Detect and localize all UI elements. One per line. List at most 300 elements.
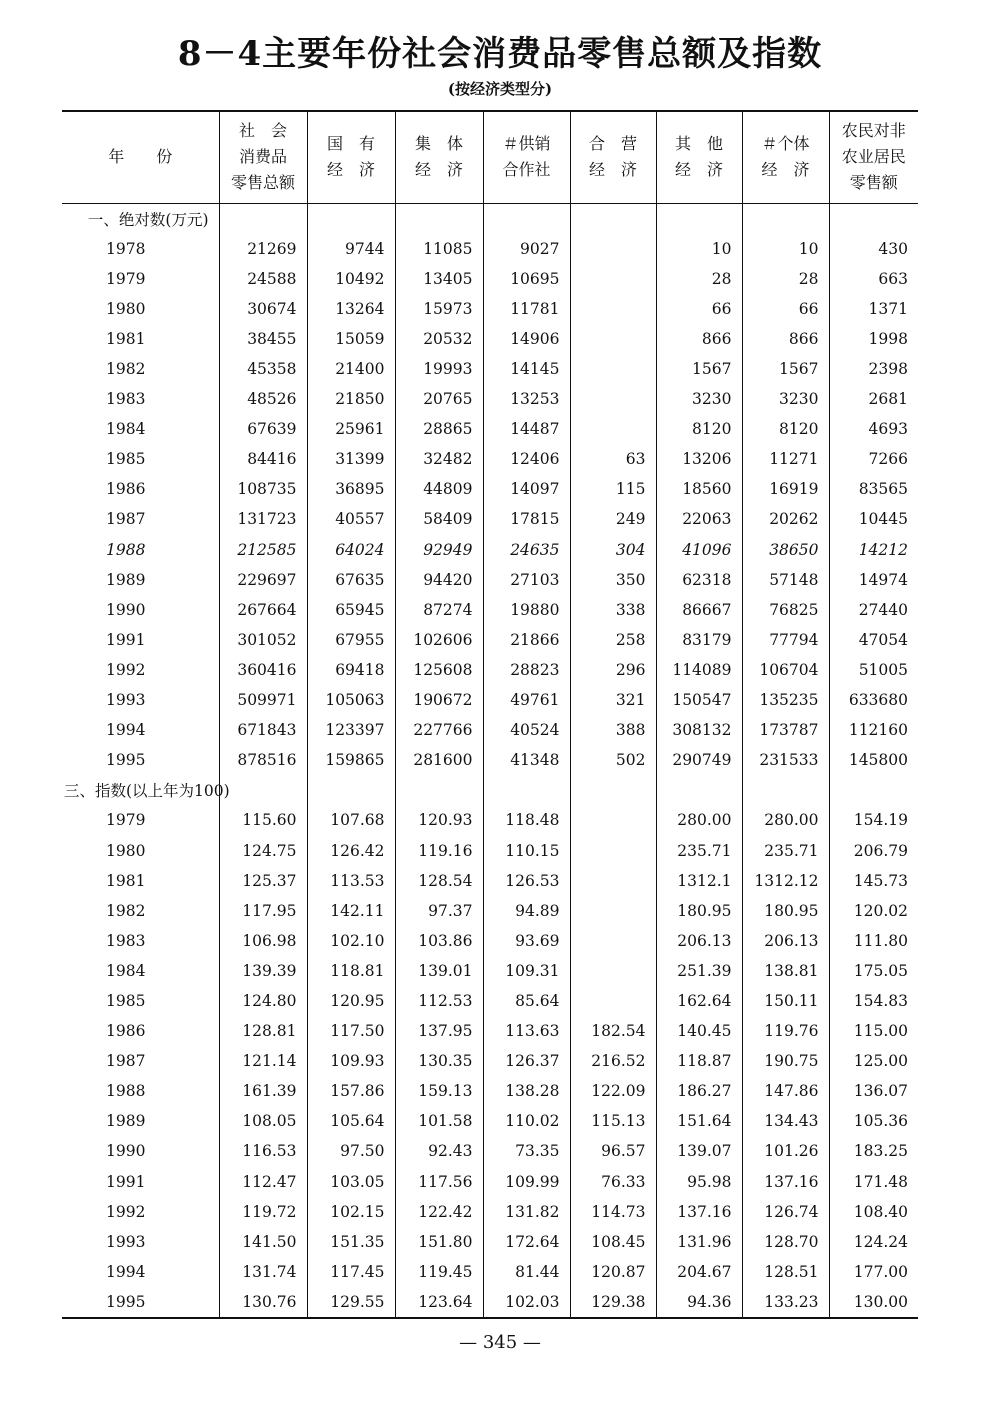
value-cell: 120.93: [395, 805, 483, 835]
year-cell: 1980: [106, 841, 146, 860]
year-cell: 1989: [106, 1112, 146, 1131]
value-cell: 85.64: [483, 986, 570, 1016]
year-cell: 1981: [106, 871, 146, 890]
value-cell: 28865: [395, 414, 483, 444]
header-collective: 集 体 经 济: [395, 111, 483, 203]
year-cell: 1995: [106, 751, 146, 770]
value-cell: 106704: [742, 655, 829, 685]
value-cell: 216.52: [570, 1046, 656, 1076]
page-number: — 345 —: [459, 1332, 541, 1353]
value-cell: 77794: [742, 625, 829, 655]
page-title: 8－4主要年份社会消费品零售总额及指数: [177, 34, 823, 74]
value-cell: 94.36: [656, 1287, 742, 1318]
absolute-section: [62, 203, 918, 775]
retail-sales-table: [62, 110, 918, 1319]
value-cell: 123397: [307, 715, 395, 745]
value-cell: 115.13: [570, 1106, 656, 1136]
value-cell: 40557: [307, 504, 395, 534]
value-cell: 190.75: [742, 1046, 829, 1076]
value-cell: 124.75: [219, 835, 307, 865]
table-row: [62, 384, 918, 414]
year-cell: 1986: [106, 480, 146, 499]
value-cell: [570, 294, 656, 324]
value-cell: 290749: [656, 745, 742, 775]
value-cell: [570, 324, 656, 354]
value-cell: 120.02: [829, 896, 918, 926]
value-cell: 128.51: [742, 1257, 829, 1287]
value-cell: 231533: [742, 745, 829, 775]
value-cell: 350: [570, 565, 656, 595]
value-cell: 175.05: [829, 956, 918, 986]
value-cell: 115.60: [219, 805, 307, 835]
value-cell: 125.37: [219, 866, 307, 896]
value-cell: 13264: [307, 294, 395, 324]
value-cell: 63: [570, 444, 656, 474]
table-header: [62, 111, 918, 203]
value-cell: 28: [656, 264, 742, 294]
value-cell: 38650: [742, 535, 829, 565]
value-cell: 8120: [656, 414, 742, 444]
value-cell: 14487: [483, 414, 570, 444]
value-cell: 137.95: [395, 1016, 483, 1046]
value-cell: 41096: [656, 535, 742, 565]
value-cell: [570, 956, 656, 986]
value-cell: 117.56: [395, 1167, 483, 1197]
value-cell: 249: [570, 504, 656, 534]
value-cell: 10695: [483, 264, 570, 294]
value-cell: [570, 805, 656, 835]
value-cell: 128.54: [395, 866, 483, 896]
value-cell: 112.53: [395, 986, 483, 1016]
value-cell: 108.45: [570, 1227, 656, 1257]
value-cell: 114089: [656, 655, 742, 685]
value-cell: 206.79: [829, 835, 918, 865]
value-cell: 338: [570, 595, 656, 625]
value-cell: 147.86: [742, 1076, 829, 1106]
value-cell: 28823: [483, 655, 570, 685]
value-cell: 102.03: [483, 1287, 570, 1318]
value-cell: 119.76: [742, 1016, 829, 1046]
value-cell: 878516: [219, 745, 307, 775]
value-cell: 114.73: [570, 1197, 656, 1227]
value-cell: 301052: [219, 625, 307, 655]
value-cell: 131.96: [656, 1227, 742, 1257]
value-cell: 21866: [483, 625, 570, 655]
value-cell: 122.42: [395, 1197, 483, 1227]
value-cell: 58409: [395, 504, 483, 534]
value-cell: 866: [742, 324, 829, 354]
value-cell: 280.00: [656, 805, 742, 835]
value-cell: 150.11: [742, 986, 829, 1016]
year-cell: 1986: [106, 1022, 146, 1041]
value-cell: 13405: [395, 264, 483, 294]
value-cell: 30674: [219, 294, 307, 324]
year-cell: 1978: [106, 239, 146, 258]
year-cell: 1989: [106, 570, 146, 589]
value-cell: 304: [570, 535, 656, 565]
value-cell: 14212: [829, 535, 918, 565]
value-cell: 69418: [307, 655, 395, 685]
year-cell: 1993: [106, 691, 146, 710]
value-cell: 36895: [307, 474, 395, 504]
value-cell: 182.54: [570, 1016, 656, 1046]
value-cell: 28: [742, 264, 829, 294]
value-cell: 13206: [656, 444, 742, 474]
year-cell: 1982: [106, 360, 146, 379]
value-cell: 9027: [483, 234, 570, 264]
table-row: [62, 1257, 918, 1287]
value-cell: 86667: [656, 595, 742, 625]
value-cell: 1312.1: [656, 866, 742, 896]
year-cell: 1993: [106, 1232, 146, 1251]
value-cell: 204.67: [656, 1257, 742, 1287]
year-cell: 1992: [106, 1202, 146, 1221]
header-total: 社 会 消费品 零售总额: [219, 111, 307, 203]
table-row: [62, 474, 918, 504]
value-cell: 105063: [307, 685, 395, 715]
table-row: [62, 835, 918, 865]
value-cell: [570, 384, 656, 414]
value-cell: 139.01: [395, 956, 483, 986]
value-cell: 2398: [829, 354, 918, 384]
value-cell: 126.53: [483, 866, 570, 896]
value-cell: 131.74: [219, 1257, 307, 1287]
header-supply-coop: ＃供销 合作社: [483, 111, 570, 203]
header-joint: 合 营 经 济: [570, 111, 656, 203]
table-row: [62, 625, 918, 655]
table-row: [62, 234, 918, 264]
value-cell: 137.16: [742, 1167, 829, 1197]
value-cell: 97.50: [307, 1136, 395, 1166]
value-cell: 62318: [656, 565, 742, 595]
value-cell: 49761: [483, 685, 570, 715]
value-cell: 14145: [483, 354, 570, 384]
section-header-index: [62, 775, 918, 805]
header-individual: ＃个体 经 济: [742, 111, 829, 203]
value-cell: 13253: [483, 384, 570, 414]
value-cell: 227766: [395, 715, 483, 745]
value-cell: 128.70: [742, 1227, 829, 1257]
header-year: 年 份: [108, 147, 173, 167]
value-cell: 126.37: [483, 1046, 570, 1076]
value-cell: 24635: [483, 535, 570, 565]
table-row: [62, 685, 918, 715]
value-cell: 120.87: [570, 1257, 656, 1287]
value-cell: 130.76: [219, 1287, 307, 1318]
table-row: [62, 414, 918, 444]
value-cell: 45358: [219, 354, 307, 384]
value-cell: 206.13: [656, 926, 742, 956]
table-row: [62, 264, 918, 294]
year-cell: 1990: [106, 1142, 146, 1161]
value-cell: 180.95: [742, 896, 829, 926]
value-cell: 64024: [307, 535, 395, 565]
value-cell: 130.00: [829, 1287, 918, 1318]
value-cell: 38455: [219, 324, 307, 354]
value-cell: [570, 354, 656, 384]
table-row: [62, 1167, 918, 1197]
year-cell: 1984: [106, 420, 146, 439]
table-row: [62, 1197, 918, 1227]
value-cell: 48526: [219, 384, 307, 414]
value-cell: 229697: [219, 565, 307, 595]
table-row: [62, 805, 918, 835]
table-row: [62, 926, 918, 956]
value-cell: 84416: [219, 444, 307, 474]
value-cell: 95.98: [656, 1167, 742, 1197]
table-row: [62, 444, 918, 474]
value-cell: 154.83: [829, 986, 918, 1016]
value-cell: 93.69: [483, 926, 570, 956]
value-cell: 135235: [742, 685, 829, 715]
value-cell: 27103: [483, 565, 570, 595]
value-cell: 133.23: [742, 1287, 829, 1318]
header-state: 国 有 经 济: [307, 111, 395, 203]
year-cell: 1991: [106, 630, 146, 649]
value-cell: 388: [570, 715, 656, 745]
value-cell: 117.95: [219, 896, 307, 926]
value-cell: 116.53: [219, 1136, 307, 1166]
value-cell: 41348: [483, 745, 570, 775]
value-cell: 11781: [483, 294, 570, 324]
value-cell: 27440: [829, 595, 918, 625]
value-cell: 183.25: [829, 1136, 918, 1166]
value-cell: 281600: [395, 745, 483, 775]
value-cell: 136.07: [829, 1076, 918, 1106]
table-row: [62, 595, 918, 625]
value-cell: 360416: [219, 655, 307, 685]
value-cell: 115.00: [829, 1016, 918, 1046]
value-cell: 92949: [395, 535, 483, 565]
year-cell: 1979: [106, 811, 146, 830]
value-cell: 1998: [829, 324, 918, 354]
year-cell: 1990: [106, 600, 146, 619]
value-cell: 119.45: [395, 1257, 483, 1287]
value-cell: 1312.12: [742, 866, 829, 896]
value-cell: 212585: [219, 535, 307, 565]
section-label: 一、绝对数(万元): [87, 210, 209, 229]
value-cell: 31399: [307, 444, 395, 474]
value-cell: 20262: [742, 504, 829, 534]
header-other: 其 他 经 济: [656, 111, 742, 203]
year-cell: 1984: [106, 961, 146, 980]
year-cell: 1983: [106, 390, 146, 409]
value-cell: 280.00: [742, 805, 829, 835]
year-cell: 1982: [106, 901, 146, 920]
value-cell: 101.26: [742, 1136, 829, 1166]
value-cell: 67639: [219, 414, 307, 444]
value-cell: 131.82: [483, 1197, 570, 1227]
value-cell: 66: [656, 294, 742, 324]
value-cell: 118.48: [483, 805, 570, 835]
value-cell: 103.05: [307, 1167, 395, 1197]
value-cell: 20532: [395, 324, 483, 354]
value-cell: 258: [570, 625, 656, 655]
value-cell: 180.95: [656, 896, 742, 926]
value-cell: 145800: [829, 745, 918, 775]
value-cell: 129.55: [307, 1287, 395, 1318]
value-cell: 308132: [656, 715, 742, 745]
value-cell: 126.74: [742, 1197, 829, 1227]
value-cell: 172.64: [483, 1227, 570, 1257]
value-cell: 267664: [219, 595, 307, 625]
table-row: [62, 354, 918, 384]
value-cell: 3230: [656, 384, 742, 414]
value-cell: 57148: [742, 565, 829, 595]
value-cell: 66: [742, 294, 829, 324]
value-cell: [570, 234, 656, 264]
value-cell: 10: [656, 234, 742, 264]
value-cell: 117.50: [307, 1016, 395, 1046]
year-cell: 1991: [106, 1172, 146, 1191]
value-cell: 150547: [656, 685, 742, 715]
value-cell: 9744: [307, 234, 395, 264]
year-cell: 1995: [62, 1287, 219, 1318]
value-cell: 21400: [307, 354, 395, 384]
value-cell: 190672: [395, 685, 483, 715]
value-cell: 10: [742, 234, 829, 264]
value-cell: 109.93: [307, 1046, 395, 1076]
value-cell: 110.15: [483, 835, 570, 865]
section-header-absolute: [62, 203, 918, 234]
table-row: [62, 1136, 918, 1166]
value-cell: 206.13: [742, 926, 829, 956]
value-cell: 21269: [219, 234, 307, 264]
table-row: [62, 504, 918, 534]
value-cell: 663: [829, 264, 918, 294]
value-cell: 115: [570, 474, 656, 504]
value-cell: 19993: [395, 354, 483, 384]
value-cell: 118.81: [307, 956, 395, 986]
year-cell: 1987: [106, 1052, 146, 1071]
value-cell: 22063: [656, 504, 742, 534]
value-cell: 161.39: [219, 1076, 307, 1106]
value-cell: [570, 835, 656, 865]
value-cell: 1567: [656, 354, 742, 384]
value-cell: 67635: [307, 565, 395, 595]
value-cell: 633680: [829, 685, 918, 715]
value-cell: 145.73: [829, 866, 918, 896]
section-label: 三、指数(以上年为100): [64, 782, 230, 801]
value-cell: 16919: [742, 474, 829, 504]
value-cell: 162.64: [656, 986, 742, 1016]
value-cell: 83565: [829, 474, 918, 504]
value-cell: 151.64: [656, 1106, 742, 1136]
table-row: [62, 1016, 918, 1046]
value-cell: 134.43: [742, 1106, 829, 1136]
value-cell: 117.45: [307, 1257, 395, 1287]
value-cell: 94420: [395, 565, 483, 595]
value-cell: 141.50: [219, 1227, 307, 1257]
value-cell: 130.35: [395, 1046, 483, 1076]
value-cell: 139.39: [219, 956, 307, 986]
value-cell: 142.11: [307, 896, 395, 926]
table-row: [62, 1076, 918, 1106]
value-cell: 131723: [219, 504, 307, 534]
table-row: [62, 565, 918, 595]
value-cell: 129.38: [570, 1287, 656, 1318]
value-cell: 44809: [395, 474, 483, 504]
table-row: [62, 745, 918, 775]
value-cell: 251.39: [656, 956, 742, 986]
value-cell: 124.80: [219, 986, 307, 1016]
value-cell: 11085: [395, 234, 483, 264]
value-cell: 113.53: [307, 866, 395, 896]
value-cell: 81.44: [483, 1257, 570, 1287]
value-cell: 8120: [742, 414, 829, 444]
value-cell: 47054: [829, 625, 918, 655]
value-cell: 76.33: [570, 1167, 656, 1197]
value-cell: 87274: [395, 595, 483, 625]
value-cell: 10445: [829, 504, 918, 534]
value-cell: 92.43: [395, 1136, 483, 1166]
year-cell: 1994: [106, 721, 146, 740]
value-cell: 235.71: [656, 835, 742, 865]
table-row: [62, 986, 918, 1016]
page-subtitle: (按经济类型分): [447, 80, 553, 98]
value-cell: 83179: [656, 625, 742, 655]
value-cell: 125608: [395, 655, 483, 685]
value-cell: 105.36: [829, 1106, 918, 1136]
value-cell: 430: [829, 234, 918, 264]
value-cell: 10492: [307, 264, 395, 294]
table-row: [62, 896, 918, 926]
value-cell: 11271: [742, 444, 829, 474]
value-cell: 103.86: [395, 926, 483, 956]
value-cell: 128.81: [219, 1016, 307, 1046]
value-cell: 12406: [483, 444, 570, 474]
table-row: [62, 866, 918, 896]
value-cell: 67955: [307, 625, 395, 655]
value-cell: 125.00: [829, 1046, 918, 1076]
value-cell: 32482: [395, 444, 483, 474]
table-row: [62, 655, 918, 685]
value-cell: 14974: [829, 565, 918, 595]
value-cell: 94.89: [483, 896, 570, 926]
value-cell: 139.07: [656, 1136, 742, 1166]
year-cell: 1987: [106, 510, 146, 529]
value-cell: 140.45: [656, 1016, 742, 1046]
value-cell: 97.37: [395, 896, 483, 926]
value-cell: 105.64: [307, 1106, 395, 1136]
value-cell: 102.10: [307, 926, 395, 956]
value-cell: 112.47: [219, 1167, 307, 1197]
value-cell: 124.24: [829, 1227, 918, 1257]
table-row: [62, 1106, 918, 1136]
value-cell: 76825: [742, 595, 829, 625]
value-cell: 15973: [395, 294, 483, 324]
value-cell: 120.95: [307, 986, 395, 1016]
value-cell: 14097: [483, 474, 570, 504]
value-cell: 108735: [219, 474, 307, 504]
value-cell: 119.16: [395, 835, 483, 865]
value-cell: 1371: [829, 294, 918, 324]
value-cell: 159865: [307, 745, 395, 775]
value-cell: 151.80: [395, 1227, 483, 1257]
value-cell: 101.58: [395, 1106, 483, 1136]
value-cell: 25961: [307, 414, 395, 444]
table-row: [62, 715, 918, 745]
year-cell: 1985: [106, 450, 146, 469]
value-cell: 151.35: [307, 1227, 395, 1257]
year-cell: 1981: [106, 329, 146, 348]
year-cell: 1988: [106, 540, 146, 559]
value-cell: 19880: [483, 595, 570, 625]
value-cell: 138.28: [483, 1076, 570, 1106]
value-cell: 671843: [219, 715, 307, 745]
value-cell: 321: [570, 685, 656, 715]
value-cell: 109.99: [483, 1167, 570, 1197]
